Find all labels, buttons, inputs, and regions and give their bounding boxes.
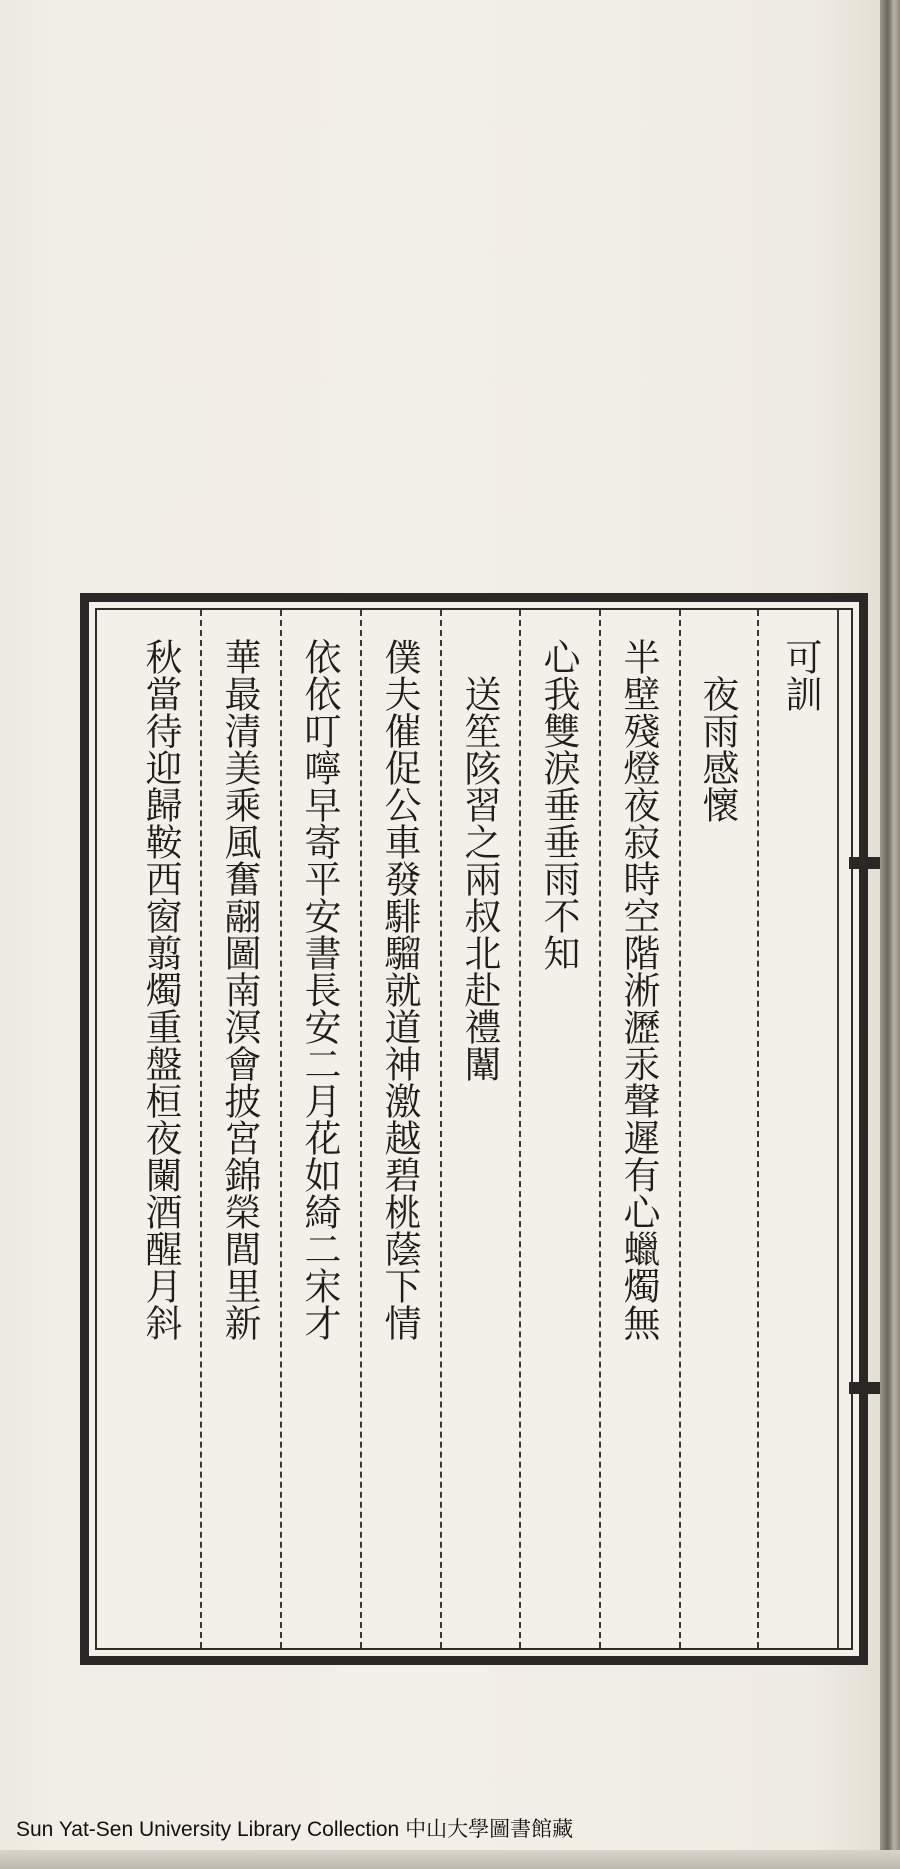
text-frame [80, 593, 868, 1665]
column-rule [360, 610, 362, 1648]
book-spine [880, 0, 900, 1869]
column-rule [599, 610, 601, 1648]
collection-watermark: Sun Yat-Sen University Library Collection 中山大學圖書館藏 [16, 1818, 574, 1841]
text-column-9: 秋當待迎歸鞍西窗翦燭重盤桓夜闌酒醒月斜 [139, 638, 182, 1341]
column-rule [757, 610, 759, 1648]
column-rule [280, 610, 282, 1648]
column-rule [519, 610, 521, 1648]
column-rule [200, 610, 202, 1648]
text-column-2: 夜雨感懷 [696, 638, 739, 823]
column-grid [95, 608, 853, 1650]
text-column-1: 可訓 [779, 638, 822, 712]
text-column-4: 心我雙淚垂垂雨不知 [537, 638, 580, 971]
text-column-8: 華最清美乘風奮翮圖南溟會披宮錦榮閭里新 [218, 638, 261, 1341]
column-rule [440, 610, 442, 1648]
page-bottom-edge [0, 1850, 900, 1869]
text-column-6: 僕夫催促公車發騑騮就道神激越碧桃蔭下情 [378, 638, 421, 1341]
text-column-5: 送笙陔習之兩叔北赴禮闈 [458, 638, 501, 1082]
column-rule [837, 610, 839, 1648]
column-rule [679, 610, 681, 1648]
text-column-3: 半壁殘燈夜寂時空階淅瀝汞聲遲有心蠟燭無 [617, 638, 660, 1341]
text-column-7: 依依叮嚀早寄平安書長安二月花如綺二宋才 [298, 638, 341, 1341]
